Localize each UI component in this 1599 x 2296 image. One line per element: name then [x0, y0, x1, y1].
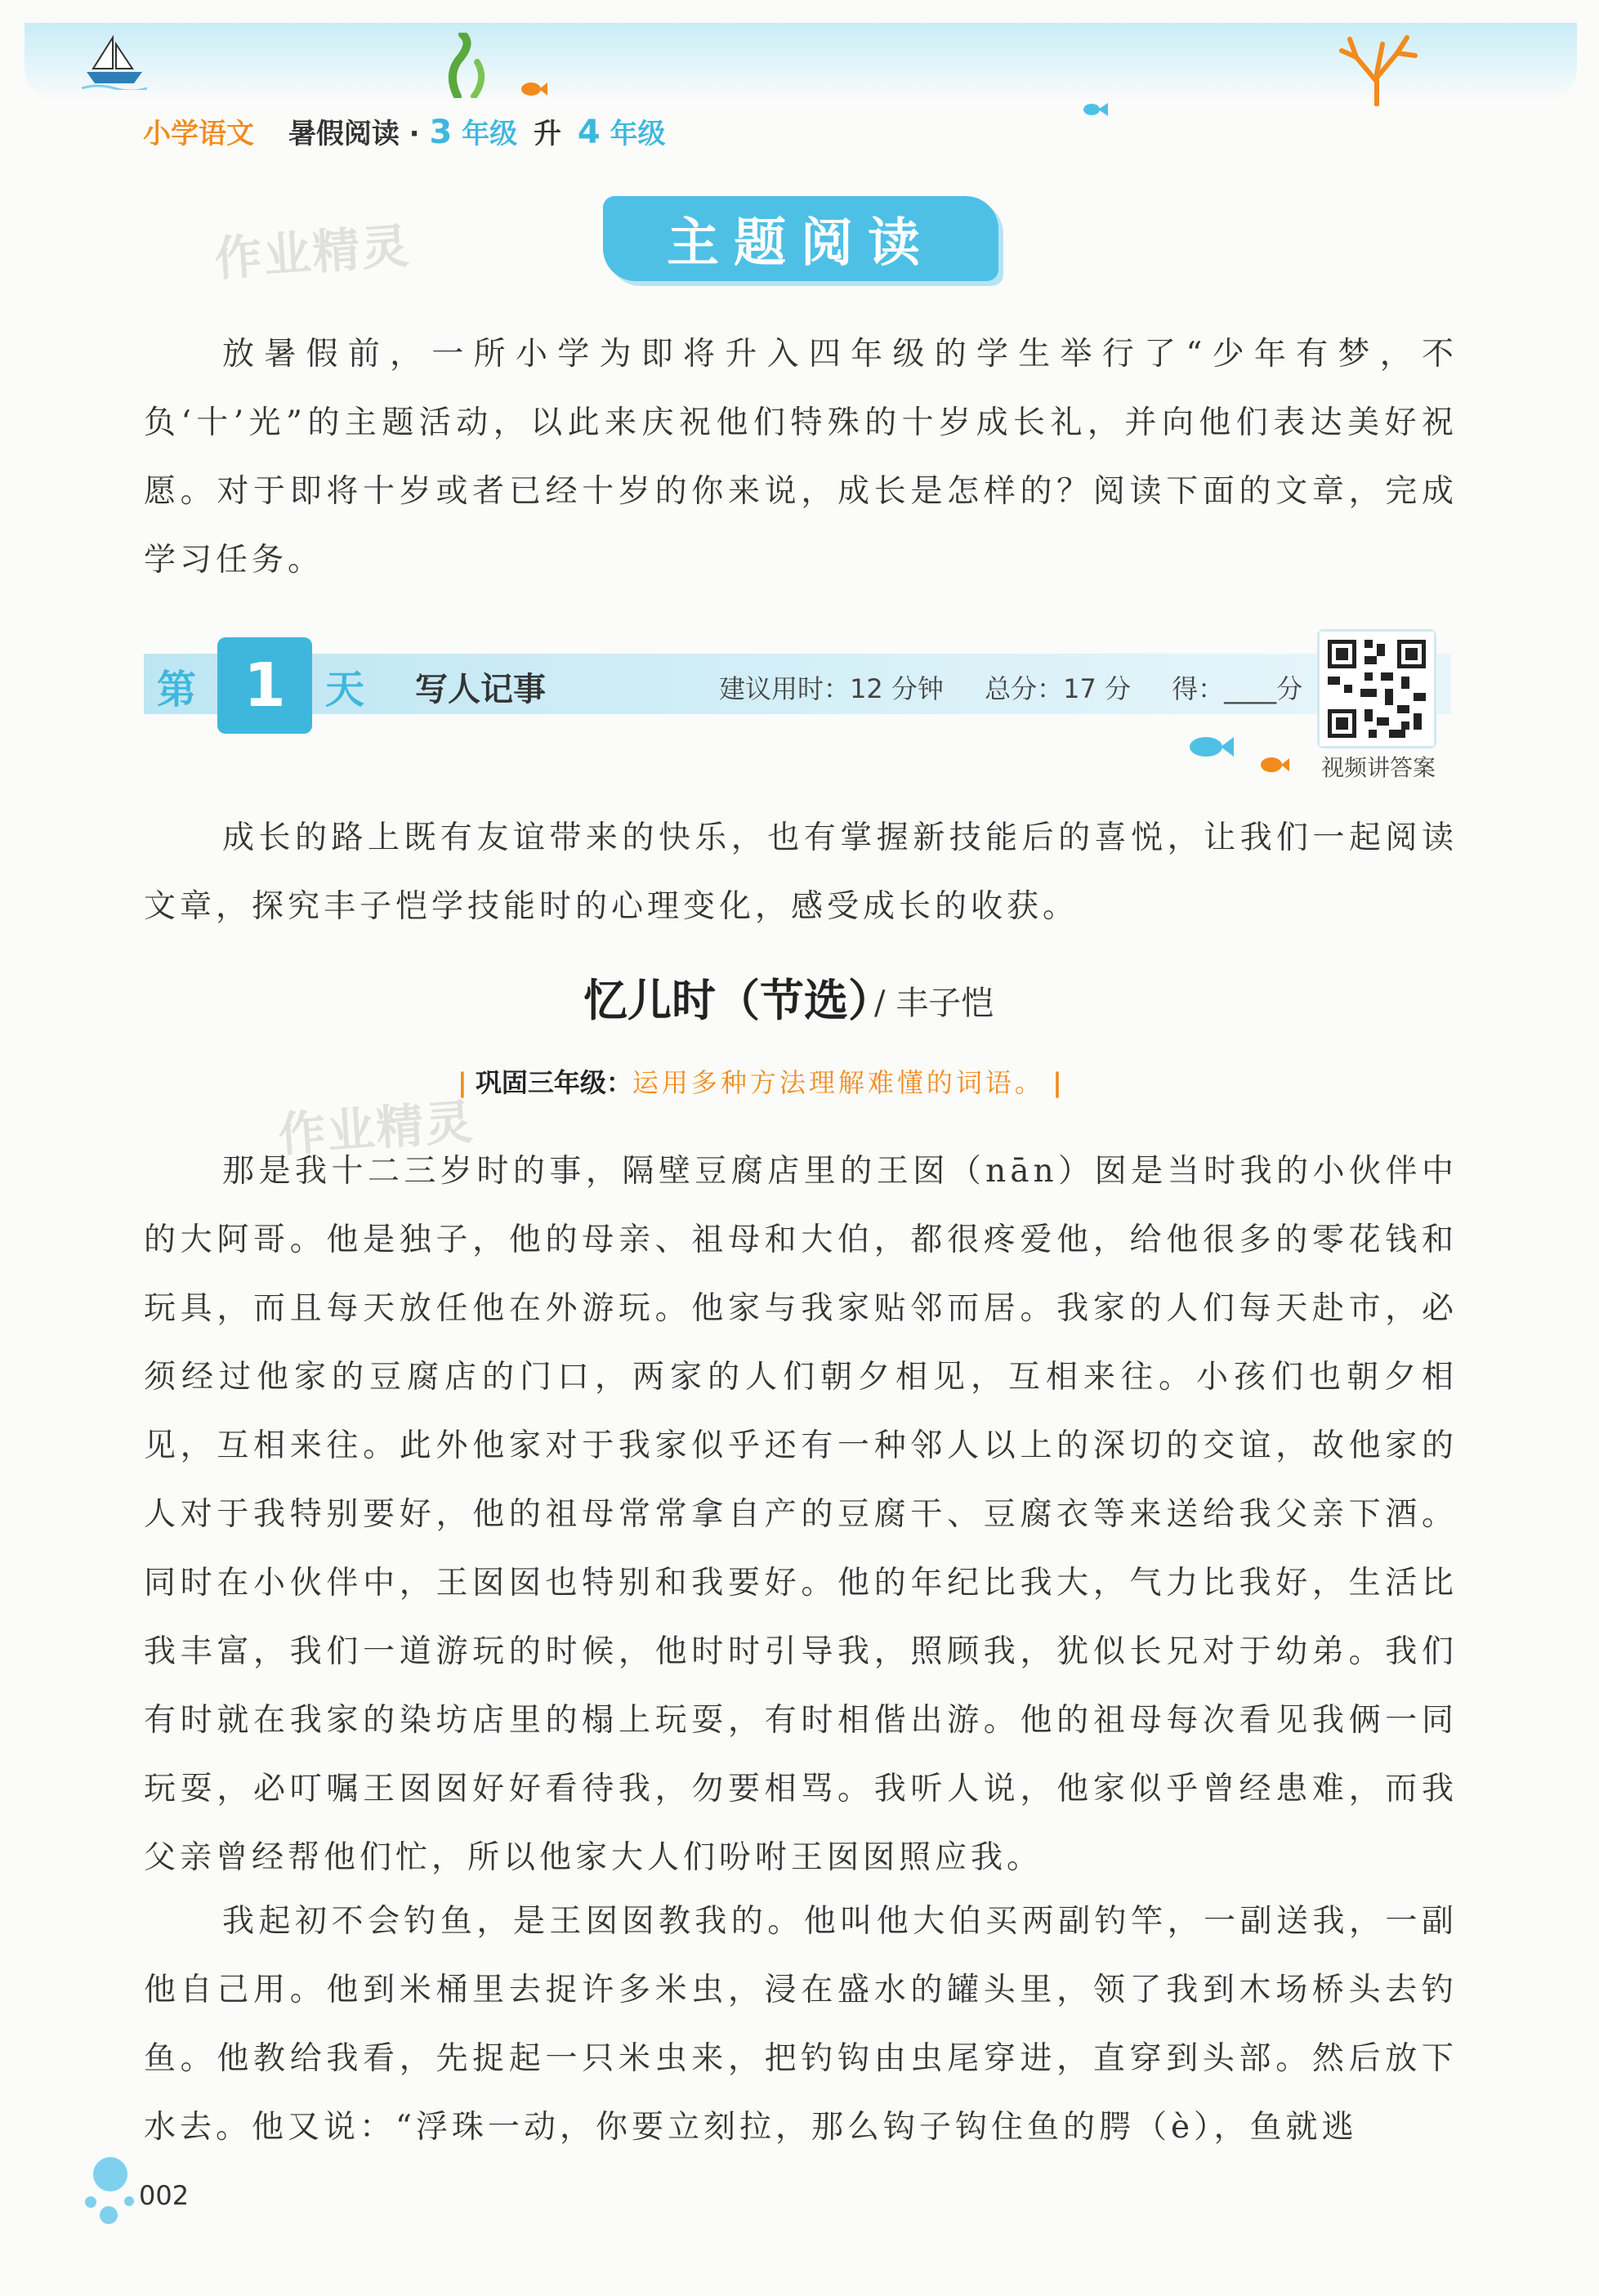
subject-label: 小学语文: [143, 118, 254, 150]
bubble-decoration: [93, 2157, 127, 2191]
book-header: [143, 111, 666, 151]
grade-to-word: 年级: [610, 118, 666, 150]
fish-icon: [520, 80, 549, 98]
hint-text: 运用多种方法理解难懂的词语。: [632, 1067, 1044, 1098]
qr-caption: 视频讲答案: [1320, 754, 1436, 781]
bubble-decoration: [85, 2196, 96, 2208]
article-author: / 丰子恺: [874, 985, 994, 1022]
watermark: 作业精灵: [276, 1093, 476, 1164]
day-meta: [719, 668, 1335, 706]
grade-up-label: 升: [533, 118, 561, 150]
day-suffix: 天: [325, 667, 365, 712]
total-score: 总分：17 分: [985, 673, 1131, 704]
grade-to-number: 4: [577, 114, 601, 151]
hint-bracket-left: |: [458, 1067, 467, 1098]
fish-icon: [1258, 755, 1291, 775]
grade-from-word: 年级: [462, 118, 518, 150]
score-field: 得：____分: [1172, 673, 1303, 704]
small-fish-icon: [1082, 101, 1110, 118]
watermark: 作业精灵: [212, 217, 413, 288]
reading-hint: [458, 1062, 1062, 1100]
day-topic: 写人记事: [415, 671, 546, 708]
lead-paragraph: 成长的路上既有友谊带来的快乐，也有掌握新技能后的喜悦，让我们一起阅读文章，探究丰子恺学技能时的心理变化，感受成长的收获。: [144, 820, 1458, 925]
theme-title-banner: 主题阅读: [603, 196, 998, 281]
bubble-decoration: [124, 2196, 134, 2206]
hint-label: 巩固三年级：: [475, 1067, 632, 1098]
hint-bracket-right: |: [1052, 1067, 1062, 1098]
coral-icon: [1332, 33, 1422, 106]
day-number-badge: 1: [217, 637, 312, 734]
article-paragraph-1: 那是我十二三岁时的事，隔壁豆腐店里的王囡（nān）囡是当时我的小伙伴中的大阿哥。他是独子，他的母亲、祖母和大伯，都很疼爱他，给他很多的零花钱和玩具，而且每天放任他在外游玩。他家与我家贴邻而居。我家的人们每天赴市，必须经过他家的豆腐店的门口，两家的人们朝夕相见，互相来往。小孩们也朝夕相见，互相来往。此外他家对于我家似乎还有一种邻人以上的深切的交谊，故他家的人对于我特别要好，他的祖母常常拿自产的豆腐干、豆腐衣等来送给我父亲下酒。同时在小伙伴中，王囡囡也特别和我要好。他的年纪比我大，气力比我好，生活比我丰富，我们一道游玩的时候，他时时引导我，照顾我，犹似长兄对于幼弟。我们有时就在我家的染坊店里的榻上玩耍，有时相偕出游。他的祖母每次看见我俩一同玩耍，必叮嘱王囡囡好好看待我，勿要相骂。我听人说，他家似乎曾经患难，而我父亲曾经帮他们忙，所以他家大人们吩咐王囡囡照应我。: [144, 1153, 1458, 1876]
sailboat-icon: [82, 33, 147, 90]
suggested-time: 建议用时：12 分钟: [719, 673, 944, 704]
seaweed-icon: [441, 33, 498, 98]
fish-icon: [1186, 734, 1235, 760]
page-number: 002: [139, 2180, 190, 2211]
article-paragraph-2: 我起初不会钓鱼，是王囡囡教我的。他叫他大伯买两副钓竿，一副送我，一副他自己用。他到米桶里去捉许多米虫，浸在盛水的罐头里，领了我到木场桥头去钓鱼。他教给我看，先捉起一只米虫来，把钓钩由虫尾穿进，直穿到头部。然后放下水去。他又说：“浮珠一动，你要立刻拉，那么钩子钩住鱼的腭（è），鱼就逃: [144, 1903, 1458, 2146]
series-label: 暑假阅读 ·: [288, 118, 430, 150]
intro-paragraph: 放暑假前，一所小学为即将升入四年级的学生举行了“少年有梦，不负‘十’光”的主题活动，以此来庆祝他们特殊的十岁成长礼，并向他们表达美好祝愿。对于即将十岁或者已经十岁的你来说，成长是怎样的？阅读下面的文章，完成学习任务。: [144, 336, 1458, 578]
article-title: 忆儿时（节选）: [583, 974, 892, 1026]
grade-from-number: 3: [429, 114, 453, 151]
day-prefix: 第: [157, 667, 197, 712]
qr-code-icon[interactable]: [1317, 629, 1436, 748]
qr-pattern: [1320, 632, 1434, 746]
bubble-decoration: [100, 2206, 118, 2224]
